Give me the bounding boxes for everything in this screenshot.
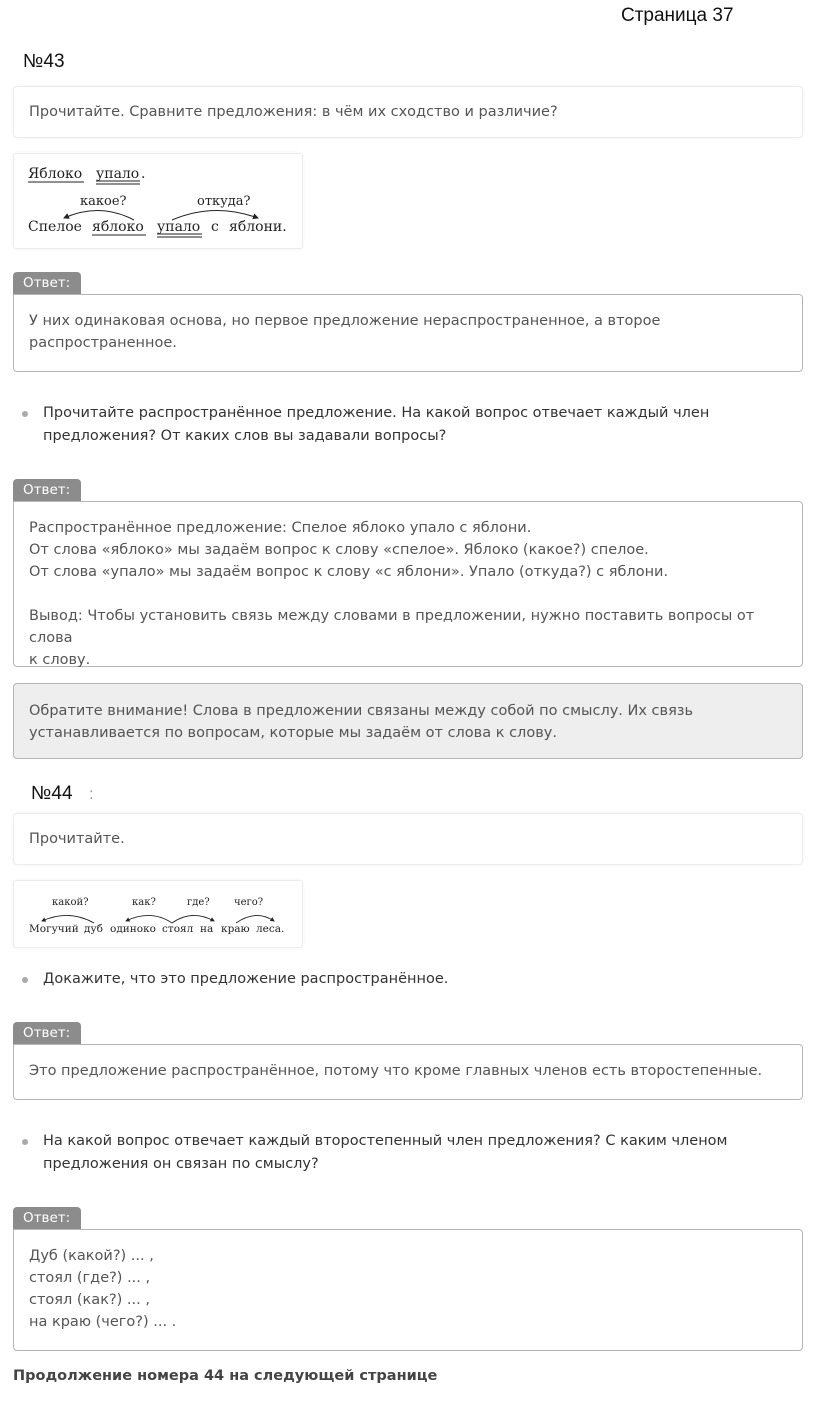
bullet-line: На какой вопрос отвечает каждый второстепенный член предложения? С каким членом (43, 1133, 728, 1149)
answer-label-43-2: Ответ: (13, 479, 81, 501)
answer-label-43-1: Ответ: (13, 272, 81, 294)
task-43-number: №43 (23, 51, 65, 72)
word-speloe: Спелое (28, 219, 82, 235)
answer-blank-line (29, 583, 787, 605)
word-upalo-2: упало (157, 219, 201, 235)
task-44-bullet-1 (22, 968, 792, 991)
answer-box-44-1 (13, 1044, 803, 1100)
note-line: устанавливается по вопросам, которые мы задаём от слова к слову. (29, 725, 557, 741)
bullet-line: предложения он связан по смыслу? (43, 1156, 319, 1172)
answer-line: У них одинаковая основа, но первое предложение нераспространенное, а второе (29, 313, 661, 329)
task-43-prompt (13, 86, 803, 138)
task-44-number: №44 (31, 783, 73, 804)
question-kak: как? (132, 897, 156, 908)
sentence-parse-diagram-43 (14, 154, 304, 250)
word-odinoko: одиноко (110, 923, 156, 935)
bullet-line: Прочитайте распространённое предложение. На какой вопрос отвечает каждый член (43, 405, 710, 421)
word-s: с (211, 219, 219, 235)
period-mark: . (141, 166, 146, 182)
answer-line: От слова «яблоко» мы задаём вопрос к слову «спелое». Яблоко (какое?) спелое. (29, 542, 649, 558)
answer-box-44-2 (13, 1229, 803, 1351)
answer-line: распространенное. (29, 335, 177, 351)
bullet-line: предложения? От каких слов вы задавали вопросы? (43, 428, 447, 444)
page-number: Страница 37 (621, 5, 734, 26)
answer-line: Распространённое предложение: Спелое яблоко упало с яблони. (29, 520, 532, 536)
answer-line: на краю (чего?) ... . (29, 1314, 177, 1330)
answer-line: к слову. (29, 652, 91, 668)
note-line: Обратите внимание! Слова в предложении связаны между собой по смыслу. Их связь (29, 703, 694, 719)
bullet-line: Докажите, что это предложение распространённое. (43, 971, 449, 987)
question-gde: где? (187, 897, 210, 908)
answer-line: стоял (где?) ... , (29, 1270, 151, 1286)
task-43-bullet-1 (22, 402, 792, 448)
task-43-prompt-text: Прочитайте. Сравните предложения: в чём их сходство и различие? (29, 104, 558, 120)
answer-line: Это предложение распространённое, потому что кроме главных членов есть второстепенные. (29, 1063, 763, 1079)
task-44-figure (13, 880, 303, 948)
word-krayu: краю (221, 923, 250, 935)
answer-box-43-1 (13, 294, 803, 372)
word-yabloko: Яблоко (28, 166, 83, 182)
answer-line: Дуб (какой?) ... , (29, 1248, 154, 1264)
word-na: на (200, 923, 214, 935)
word-stoyal: стоял (162, 923, 194, 935)
arrow-kak (126, 915, 172, 923)
answer-box-43-2 (13, 501, 803, 667)
answer-line: Вывод: Чтобы установить связь между словами в предложении, нужно поставить вопросы от слова (29, 608, 755, 646)
sentence-parse-diagram-44 (14, 881, 304, 949)
arrow-gde (172, 915, 214, 923)
word-yabloko-2: яблоко (92, 219, 144, 235)
question-otkuda: откуда? (197, 194, 251, 209)
attention-note (13, 683, 803, 759)
answer-line: стоял (как?) ... , (29, 1292, 150, 1308)
answer-line: От слова «упало» мы задаём вопрос к слову «с яблони». Упало (откуда?) с яблони. (29, 564, 669, 580)
task-43-figure (13, 153, 303, 249)
arrow-kakoy (42, 915, 94, 923)
answer-label-44-1: Ответ: (13, 1022, 81, 1044)
word-upalo: упало (96, 166, 140, 182)
question-kakoe: какое? (80, 194, 127, 209)
task-44-bullet-2 (22, 1130, 792, 1176)
task-44-prompt (13, 813, 803, 865)
question-chego: чего? (234, 897, 264, 908)
question-kakoy: какой? (52, 897, 89, 908)
word-lesa: леса. (256, 923, 285, 935)
word-yabloni: яблони. (229, 219, 287, 235)
task-44-prompt-text: Прочитайте. (29, 831, 125, 847)
word-dub: дуб (84, 923, 103, 935)
word-moguchiy: Могучий (29, 923, 79, 935)
task-44-number-suffix: : (89, 786, 94, 803)
arrow-chego (236, 915, 274, 923)
answer-label-44-2: Ответ: (13, 1207, 81, 1229)
continuation-note: Продолжение номера 44 на следующей странице (13, 1368, 438, 1384)
